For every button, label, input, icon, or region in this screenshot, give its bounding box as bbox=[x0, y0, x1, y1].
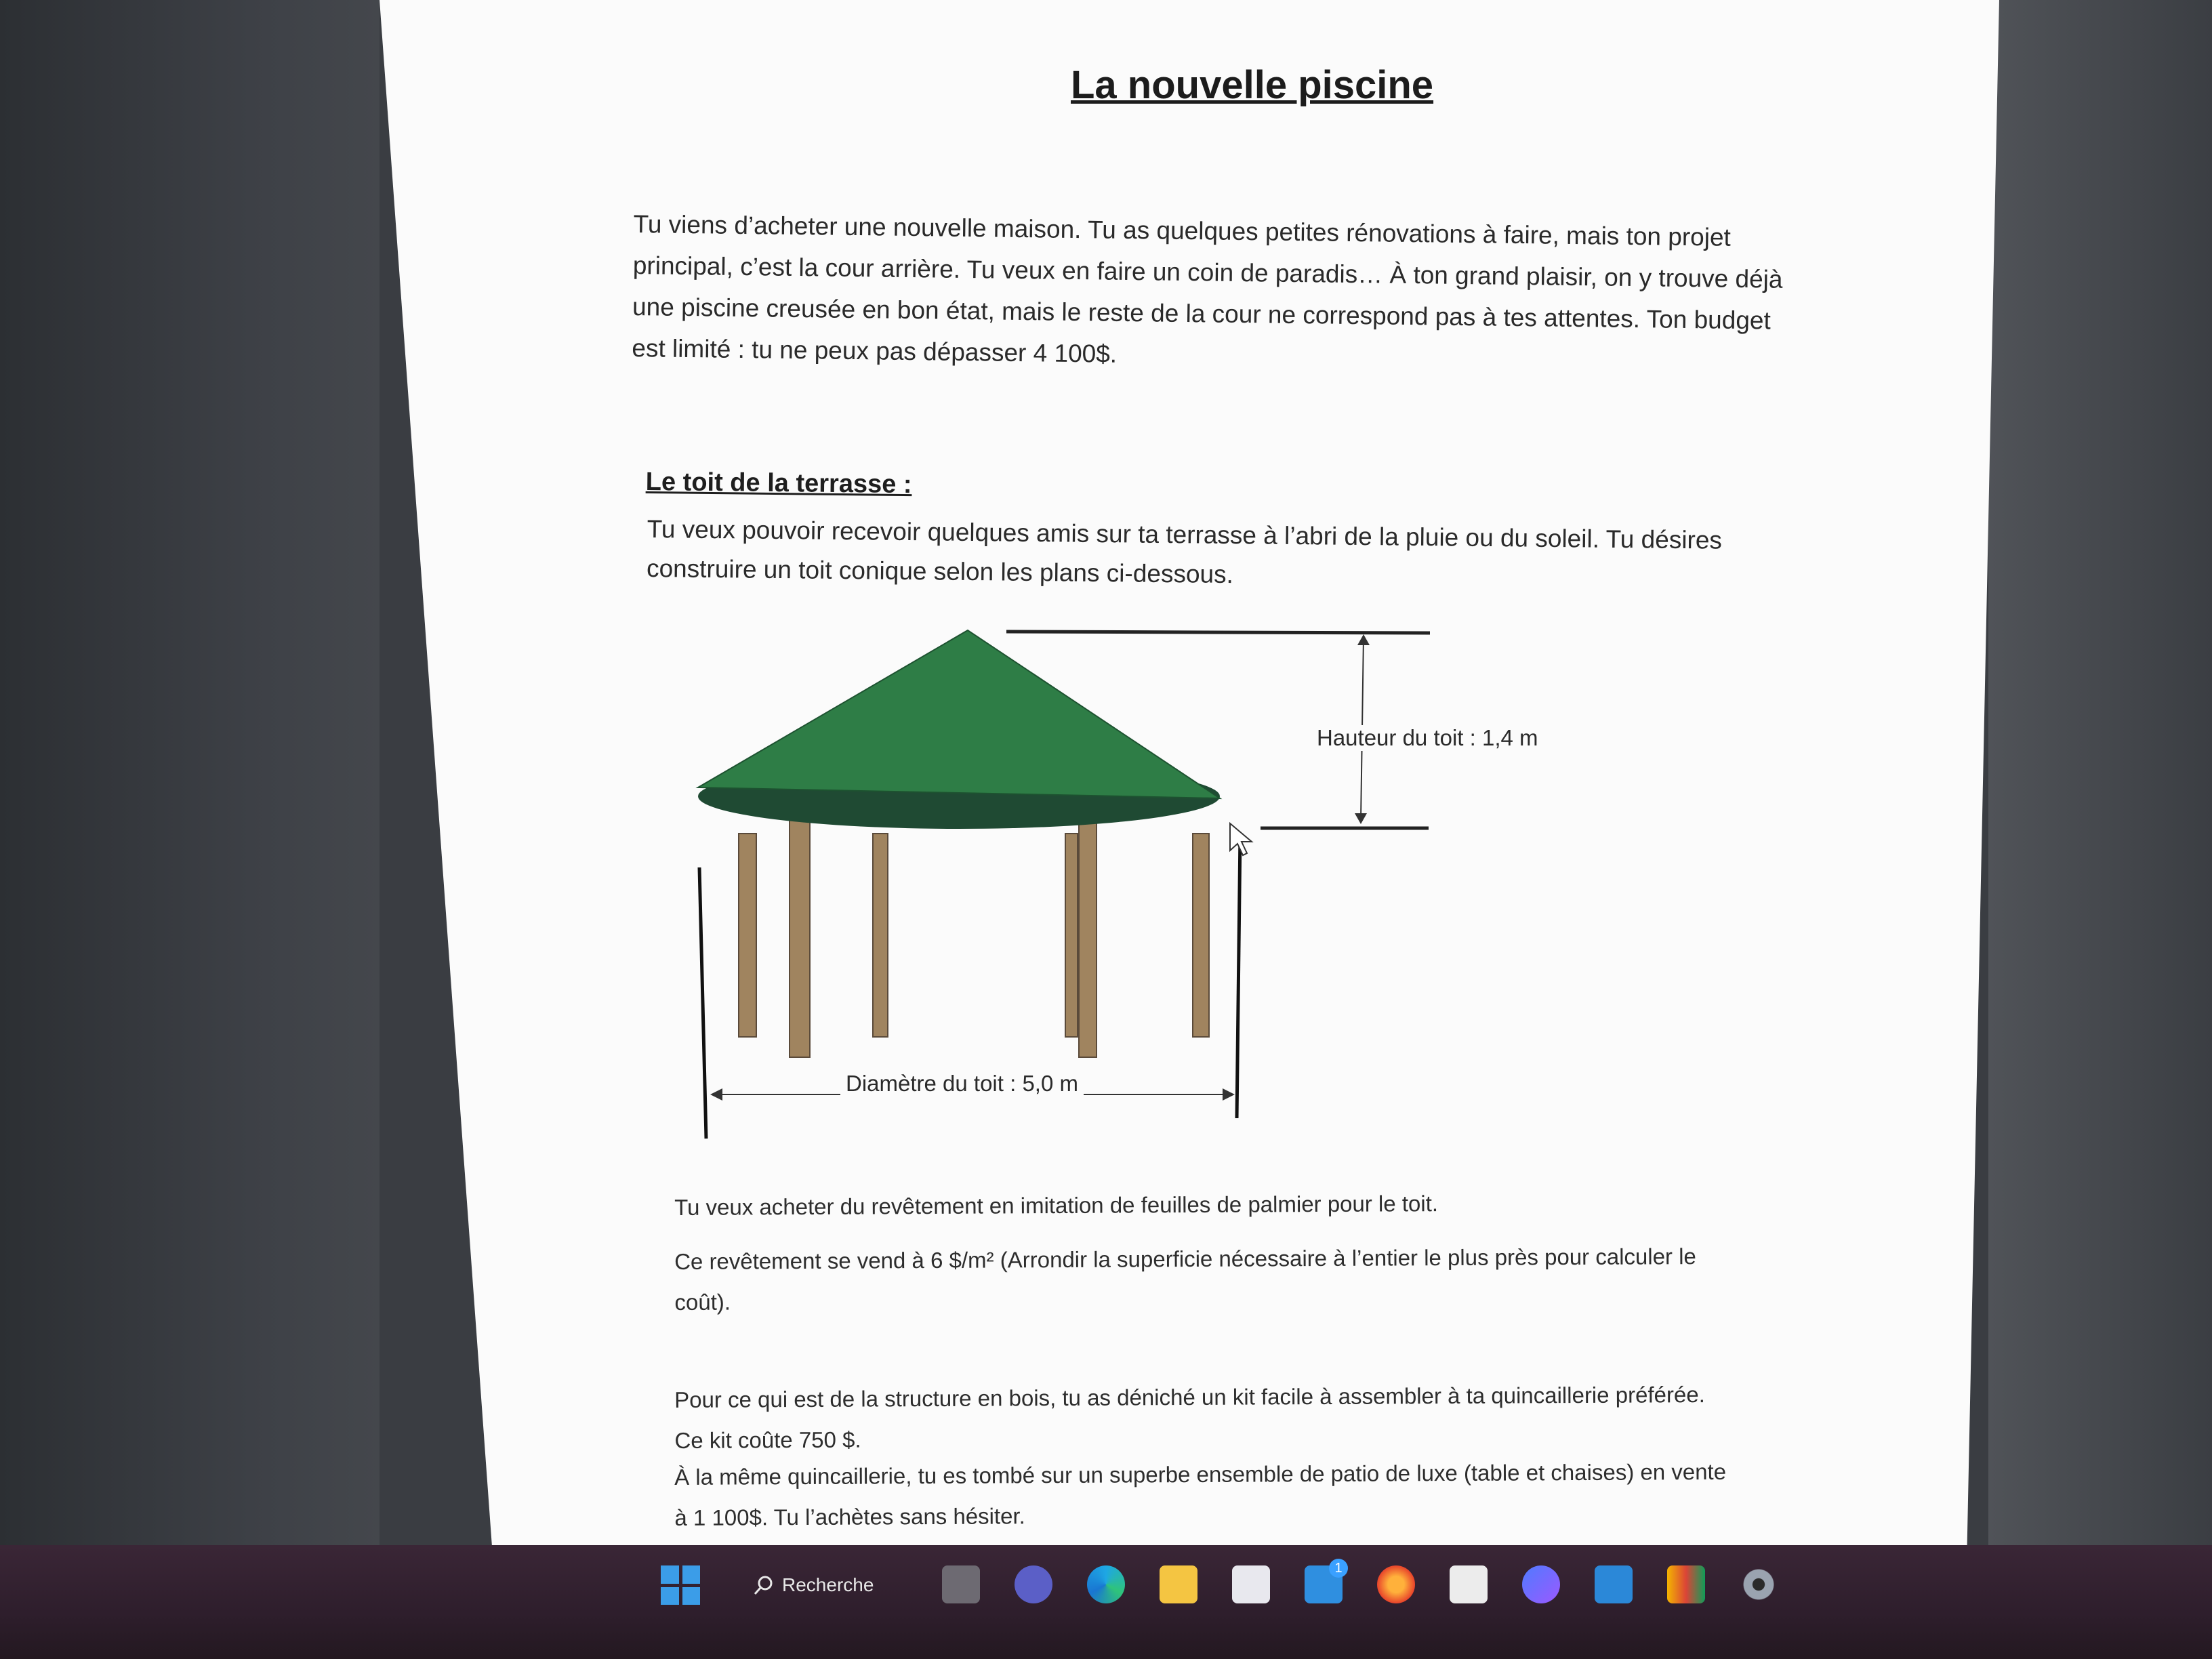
settings-icon[interactable] bbox=[1740, 1565, 1778, 1603]
diameter-arrow-head-left bbox=[710, 1088, 722, 1101]
copilot-icon[interactable] bbox=[1522, 1565, 1560, 1603]
note-covering-price: Ce revêtement se vend à 6 $/m² (Arrondir la superficie nécessaire à l’entier le plus près pour calculer le coût). bbox=[674, 1244, 1696, 1315]
diameter-reference-line-right bbox=[1237, 834, 1240, 1118]
page-title: La nouvelle piscine bbox=[1071, 63, 1434, 107]
note-wood-kit: Pour ce qui est de la structure en bois, tu as déniché un kit facile à assembler à ta quincaillerie préférée. Ce kit coûte 750 $. bbox=[674, 1382, 1705, 1453]
mail-icon[interactable] bbox=[1305, 1561, 1343, 1603]
roof-post bbox=[739, 834, 756, 1037]
news-icon[interactable] bbox=[1595, 1565, 1633, 1603]
monitor-right-bezel bbox=[1988, 0, 2212, 1659]
height-top-line bbox=[1006, 632, 1430, 633]
diameter-arrow-head-right bbox=[1223, 1088, 1235, 1101]
roof-diagram-svg bbox=[678, 610, 1613, 1152]
roof-post bbox=[790, 813, 810, 1057]
mouse-cursor-icon bbox=[1230, 823, 1252, 855]
store-icon[interactable] bbox=[1232, 1565, 1270, 1603]
edge-icon[interactable] bbox=[1087, 1565, 1125, 1603]
roof-post bbox=[1193, 834, 1209, 1037]
intro-paragraph: Tu viens d’acheter une nouvelle maison. Tu as quelques petites rénovations à faire, mais ton projet principal, c’est la cour arrière. Tu veux en faire un coin de paradis… À ton grand plaisir, on y trouve déjà une piscine creusée en bon état, mais le reste de la cour ne correspond pas à tes attentes. Ton budget est limité : tu ne peux pas dépasser 4 100$. bbox=[632, 209, 1783, 368]
height-arrow-head-top bbox=[1357, 634, 1370, 645]
note-patio-set: À la même quincaillerie, tu es tombé sur un superbe ensemble de patio de luxe (table et chaises) en vente à 1 100$. Tu l’achètes sans hésiter. bbox=[674, 1458, 1727, 1530]
windows-start-icon[interactable] bbox=[661, 1565, 700, 1605]
amazon-icon[interactable] bbox=[1450, 1565, 1488, 1603]
search-label: Recherche bbox=[782, 1574, 874, 1595]
diameter-reference-line-left bbox=[699, 867, 706, 1139]
mail-badge: 1 bbox=[1329, 1559, 1348, 1578]
roof-post bbox=[1065, 834, 1078, 1037]
section-heading: Le toit de la terrasse : bbox=[645, 468, 912, 499]
task-view-icon[interactable] bbox=[942, 1565, 980, 1603]
video-icon[interactable] bbox=[1667, 1565, 1705, 1603]
monitor-left-bezel bbox=[0, 0, 380, 1659]
search-icon bbox=[752, 1574, 775, 1597]
height-label: Hauteur du toit : 1,4 m bbox=[1311, 725, 1544, 751]
chat-icon[interactable] bbox=[1015, 1565, 1052, 1603]
file-explorer-icon[interactable] bbox=[1160, 1565, 1197, 1603]
roof-post bbox=[873, 834, 888, 1037]
firefox-icon[interactable] bbox=[1377, 1565, 1415, 1603]
taskbar-search[interactable] bbox=[752, 1565, 908, 1605]
height-arrow-head-bottom bbox=[1355, 813, 1367, 824]
note-roof-covering: Tu veux acheter du revêtement en imitation de feuilles de palmier pour le toit. bbox=[674, 1191, 1439, 1220]
roof-diagram bbox=[678, 610, 1613, 1152]
section-paragraph: Tu veux pouvoir recevoir quelques amis sur ta terrasse à l’abri de la pluie ou du soleil. Tu désires construire un toit conique selon les plans ci-dessous. bbox=[646, 514, 1723, 589]
roof-cone bbox=[698, 630, 1220, 798]
roof-post bbox=[1079, 813, 1097, 1057]
diameter-label: Diamètre du toit : 5,0 m bbox=[840, 1071, 1084, 1097]
